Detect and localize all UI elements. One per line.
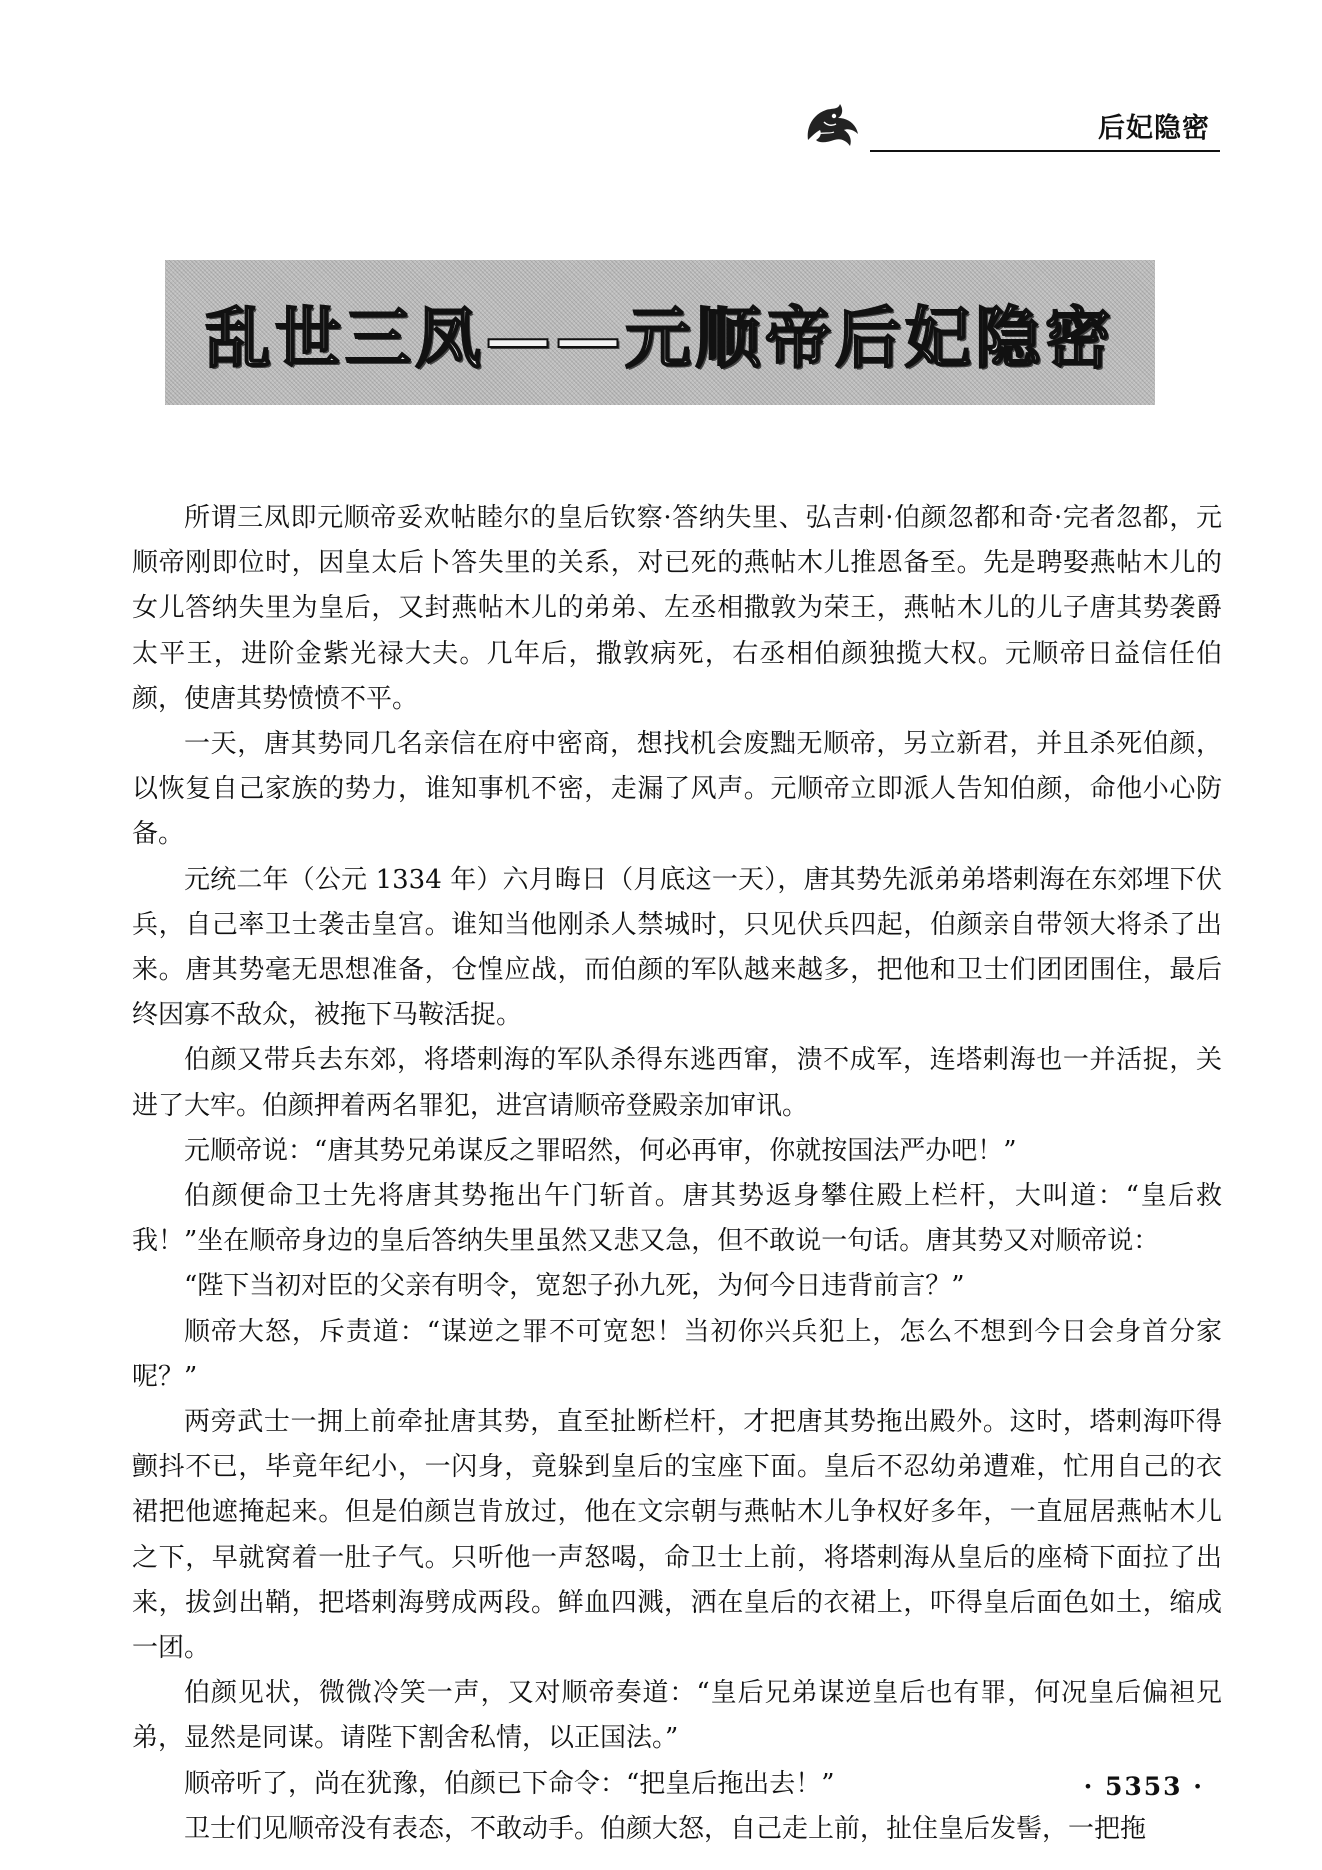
paragraph: 伯颜又带兵去东郊，将塔剌海的军队杀得东逃西窜，溃不成军，连塔剌海也一并活捉，关进了大牢。伯颜押着两名罪犯，进宫请顺帝登殿亲加审讯。 bbox=[132, 1045, 1222, 1121]
paragraph: 顺帝大怒，斥责道：“谋逆之罪不可宽恕！当初你兴兵犯上，怎么不想到今日会身首分家呢？” bbox=[132, 1316, 1222, 1392]
article-body bbox=[132, 496, 1222, 1852]
article-title: 乱世三凤——元顺帝后妃隐密 bbox=[205, 299, 1115, 377]
paragraph: “陛下当初对臣的父亲有明令，宽恕子孙九死，为何今日违背前言？” bbox=[184, 1271, 965, 1302]
paragraph: 伯颜便命卫士先将唐其势拖出午门斩首。唐其势返身攀住殿上栏杆，大叫道：“皇后救我！”坐在顺帝身边的皇后答纳失里虽然又悲又急，但不敢说一句话。唐其势又对顺帝说： bbox=[132, 1181, 1222, 1257]
paragraph: 两旁武士一拥上前牵扯唐其势，直至扯断栏杆，才把唐其势拖出殿外。这时，塔剌海吓得颤抖不已，毕竟年纪小，一闪身，竟躲到皇后的宝座下面。皇后不忍幼弟遭难，忙用自己的衣裙把他遮掩起来。但是伯颜岂肯放过，他在文宗朝与燕帖木儿争权好多年，一直屈居燕帖木儿之下，早就窝着一肚子气。只听他一声怒喝，命卫士上前，将塔剌海从皇后的座椅下面拉了出来，拔剑出鞘，把塔剌海劈成两段。鲜血四溅，洒在皇后的衣裙上，吓得皇后面色如土，缩成一团。 bbox=[132, 1407, 1222, 1664]
page-number: · 5353 · bbox=[1083, 1772, 1204, 1801]
paragraph: 所谓三凤即元顺帝妥欢帖睦尔的皇后钦察·答纳失里、弘吉剌·伯颜忽都和奇·完者忽都，元顺帝刚即位时，因皇太后卜答失里的关系，对已死的燕帖木儿推恩备至。先是聘娶燕帖木儿的女儿答纳失里为皇后，又封燕帖木儿的弟弟、左丞相撒敦为荣王，燕帖木儿的儿子唐其势袭爵太平王，进阶金紫光禄大夫。几年后，撒敦病死，右丞相伯颜独揽大权。元顺帝日益信任伯颜，使唐其势愤愤不平。 bbox=[132, 503, 1222, 714]
article-title-banner bbox=[165, 260, 1155, 405]
paragraph: 卫士们见顺帝没有表态，不敢动手。伯颜大怒，自己走上前，扯住皇后发髻，一把拖 bbox=[184, 1813, 1147, 1844]
paragraph: 顺帝听了，尚在犹豫，伯颜已下命令：“把皇后拖出去！” bbox=[184, 1768, 835, 1799]
dragon-emblem-icon bbox=[798, 96, 868, 152]
section-title: 后妃隐密 bbox=[1098, 113, 1210, 144]
paragraph: 伯颜见状，微微冷笑一声，又对顺帝奏道：“皇后兄弟谋逆皇后也有罪，何况皇后偏袒兄弟，显然是同谋。请陛下割舍私情，以正国法。” bbox=[132, 1678, 1222, 1754]
paragraph: 元统二年（公元 1334 年）六月晦日（月底这一天），唐其势先派弟弟塔剌海在东郊埋下伏兵，自己率卫士袭击皇宫。谁知当他刚杀人禁城时，只见伏兵四起，伯颜亲自带领大将杀了出来。唐其势毫无思想准备，仓惶应战，而伯颜的军队越来越多，把他和卫士们团团围住，最后终因寡不敌众，被拖下马鞍活捉。 bbox=[132, 864, 1222, 1031]
header-rule bbox=[870, 150, 1220, 152]
paragraph: 元顺帝说：“唐其势兄弟谋反之罪昭然，何必再审，你就按国法严办吧！” bbox=[184, 1135, 1017, 1166]
paragraph: 一天，唐其势同几名亲信在府中密商，想找机会废黜无顺帝，另立新君，并且杀死伯颜，以恢复自己家族的势力，谁知事机不密，走漏了风声。元顺帝立即派人告知伯颜，命他小心防备。 bbox=[132, 729, 1222, 850]
running-header bbox=[790, 96, 1220, 156]
